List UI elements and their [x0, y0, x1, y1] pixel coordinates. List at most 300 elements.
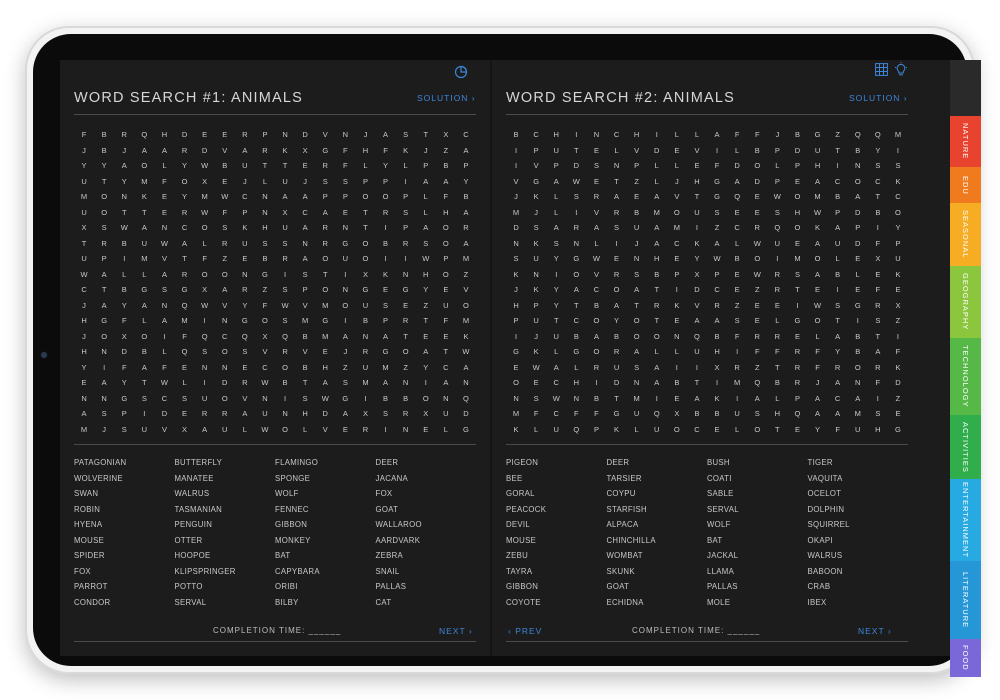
grid-letter[interactable]: N	[573, 393, 580, 403]
grid-letter[interactable]: U	[443, 300, 449, 310]
grid-letter[interactable]: K	[533, 285, 539, 294]
grid-letter[interactable]: B	[794, 130, 800, 139]
grid-letter[interactable]: U	[895, 254, 901, 263]
grid-letter[interactable]: B	[121, 285, 127, 294]
tab-nature[interactable]	[950, 116, 981, 167]
grid-letter[interactable]: W	[572, 176, 580, 186]
grid-letter[interactable]: K	[895, 269, 901, 279]
grid-letter[interactable]: U	[533, 254, 539, 263]
grid-letter[interactable]: I	[103, 362, 106, 372]
grid-letter[interactable]: F	[162, 362, 167, 372]
grid-letter[interactable]: C	[834, 393, 841, 403]
grid-letter[interactable]: R	[402, 238, 409, 248]
grid-letter[interactable]: A	[81, 409, 87, 418]
grid-letter[interactable]: O	[101, 331, 108, 341]
grid-letter[interactable]: Q	[201, 331, 208, 341]
grid-letter[interactable]: Q	[141, 130, 148, 139]
grid-letter[interactable]: S	[593, 161, 599, 170]
grid-letter[interactable]: A	[423, 176, 429, 186]
grid-letter[interactable]: O	[382, 192, 389, 201]
grid-letter[interactable]: G	[895, 424, 901, 434]
grid-letter[interactable]: O	[814, 254, 821, 263]
grid-letter[interactable]: R	[613, 269, 620, 279]
grid-letter[interactable]: R	[654, 300, 660, 310]
tab-technology[interactable]	[950, 338, 981, 415]
grid-letter[interactable]: P	[533, 300, 539, 310]
grid-letter[interactable]: U	[553, 145, 559, 155]
grid-letter[interactable]: M	[894, 130, 902, 139]
grid-letter[interactable]: A	[593, 223, 599, 232]
grid-letter[interactable]: N	[342, 285, 349, 294]
grid-letter[interactable]: F	[383, 145, 388, 155]
grid-letter[interactable]: O	[221, 269, 228, 279]
grid-letter[interactable]: T	[423, 316, 429, 325]
grid-letter[interactable]: F	[121, 362, 127, 372]
grid-letter[interactable]: E	[202, 130, 208, 139]
grid-letter[interactable]: A	[714, 130, 720, 139]
grid-letter[interactable]: A	[463, 145, 469, 155]
grid-letter[interactable]: V	[302, 300, 308, 310]
grid-letter[interactable]: R	[774, 269, 781, 279]
grid-letter[interactable]: R	[613, 207, 620, 217]
grid-letter[interactable]: J	[423, 145, 428, 155]
grid-letter[interactable]: X	[714, 362, 720, 372]
grid-letter[interactable]: S	[222, 223, 228, 232]
grid-letter[interactable]: E	[593, 176, 599, 186]
grid-letter[interactable]: X	[262, 331, 268, 341]
tab-edu[interactable]	[950, 167, 981, 203]
grid-letter[interactable]: V	[593, 269, 599, 279]
grid-letter[interactable]: L	[594, 238, 599, 248]
grid-letter[interactable]: B	[674, 378, 680, 387]
grid-letter[interactable]: A	[593, 331, 599, 341]
grid-letter[interactable]: D	[201, 145, 208, 155]
grid-letter[interactable]: E	[875, 269, 881, 279]
grid-letter[interactable]: W	[160, 238, 168, 248]
grid-letter[interactable]: C	[593, 285, 600, 294]
grid-icon[interactable]	[875, 63, 888, 76]
grid-letter[interactable]: R	[201, 409, 208, 418]
grid-letter[interactable]: K	[141, 192, 147, 201]
grid-letter[interactable]: I	[876, 393, 879, 403]
grid-letter[interactable]: A	[141, 362, 147, 372]
grid-letter[interactable]: Z	[754, 285, 760, 294]
grid-letter[interactable]: Q	[854, 130, 861, 139]
grid-letter[interactable]: P	[794, 161, 800, 170]
grid-letter[interactable]: I	[384, 223, 387, 232]
grid-letter[interactable]: B	[875, 207, 881, 217]
grid-letter[interactable]: M	[80, 192, 88, 201]
grid-letter[interactable]: W	[201, 300, 209, 310]
grid-letter[interactable]: U	[694, 207, 700, 217]
grid-letter[interactable]: Y	[182, 161, 188, 170]
grid-letter[interactable]: D	[161, 409, 168, 418]
grid-letter[interactable]: T	[634, 300, 639, 310]
grid-letter[interactable]: T	[694, 378, 700, 387]
grid-letter[interactable]: Y	[553, 254, 559, 263]
grid-letter[interactable]: N	[593, 130, 600, 139]
grid-letter[interactable]: W	[814, 207, 822, 217]
grid-letter[interactable]: A	[553, 176, 559, 186]
grid-letter[interactable]: S	[282, 285, 288, 294]
grid-letter[interactable]: B	[101, 145, 107, 155]
grid-letter[interactable]: C	[302, 207, 308, 217]
grid-letter[interactable]: T	[574, 300, 579, 310]
grid-letter[interactable]: O	[613, 285, 620, 294]
grid-letter[interactable]: A	[342, 331, 348, 341]
grid-letter[interactable]: R	[774, 331, 781, 341]
grid-letter[interactable]: R	[242, 378, 248, 387]
grid-letter[interactable]: B	[403, 393, 409, 403]
grid-letter[interactable]: O	[673, 207, 680, 217]
grid-letter[interactable]: B	[383, 238, 389, 248]
grid-letter[interactable]: G	[573, 347, 580, 356]
grid-letter[interactable]: H	[302, 409, 308, 418]
grid-letter[interactable]: Q	[794, 409, 801, 418]
grid-letter[interactable]: B	[654, 269, 660, 279]
grid-letter[interactable]: T	[775, 424, 780, 434]
grid-letter[interactable]: I	[716, 378, 719, 387]
grid-letter[interactable]: S	[875, 316, 881, 325]
grid-letter[interactable]: E	[855, 254, 861, 263]
timer-pie-icon[interactable]	[454, 65, 468, 79]
grid-letter[interactable]: A	[815, 238, 821, 248]
grid-letter[interactable]: U	[654, 424, 660, 434]
grid-letter[interactable]: A	[654, 362, 660, 372]
grid-letter[interactable]: E	[674, 254, 680, 263]
grid-letter[interactable]: Z	[835, 130, 840, 139]
grid-letter[interactable]: N	[402, 378, 409, 387]
grid-letter[interactable]: I	[876, 223, 879, 232]
grid-letter[interactable]: O	[593, 316, 600, 325]
grid-letter[interactable]: E	[614, 254, 620, 263]
grid-letter[interactable]: R	[222, 409, 228, 418]
grid-letter[interactable]: X	[443, 130, 449, 139]
grid-letter[interactable]: U	[553, 424, 559, 434]
grid-letter[interactable]: F	[574, 409, 579, 418]
grid-letter[interactable]: A	[242, 409, 248, 418]
grid-letter[interactable]: D	[322, 409, 328, 418]
grid-letter[interactable]: P	[855, 223, 861, 232]
grid-letter[interactable]: B	[573, 331, 579, 341]
grid-letter[interactable]: L	[443, 424, 448, 434]
grid-letter[interactable]: H	[81, 316, 87, 325]
grid-letter[interactable]: I	[515, 161, 518, 170]
grid-letter[interactable]: Z	[403, 362, 408, 372]
grid-letter[interactable]: E	[895, 409, 901, 418]
grid-letter[interactable]: Y	[875, 145, 881, 155]
grid-letter[interactable]: L	[534, 424, 539, 434]
grid-letter[interactable]: M	[653, 207, 660, 217]
grid-letter[interactable]: J	[82, 145, 86, 155]
grid-letter[interactable]: N	[101, 393, 107, 403]
grid-letter[interactable]: S	[553, 238, 559, 248]
grid-letter[interactable]: O	[282, 424, 288, 434]
grid-letter[interactable]: I	[203, 316, 206, 325]
grid-letter[interactable]: A	[222, 285, 228, 294]
grid-letter[interactable]: R	[463, 223, 469, 232]
grid-letter[interactable]: A	[383, 331, 389, 341]
grid-letter[interactable]: O	[362, 254, 369, 263]
grid-letter[interactable]: T	[574, 145, 579, 155]
grid-letter[interactable]: J	[343, 347, 348, 356]
grid-letter[interactable]: O	[573, 269, 580, 279]
grid-letter[interactable]: J	[514, 285, 518, 294]
grid-letter[interactable]: V	[222, 145, 228, 155]
grid-letter[interactable]: F	[815, 362, 820, 372]
grid-letter[interactable]: I	[675, 285, 678, 294]
grid-letter[interactable]: L	[654, 161, 659, 170]
grid-letter[interactable]: N	[633, 378, 640, 387]
grid-letter[interactable]: T	[795, 285, 800, 294]
grid-letter[interactable]: A	[815, 269, 821, 279]
grid-letter[interactable]: A	[553, 223, 559, 232]
grid-letter[interactable]: A	[654, 238, 660, 248]
grid-letter[interactable]: C	[573, 316, 580, 325]
grid-letter[interactable]: O	[794, 192, 801, 201]
grid-letter[interactable]: L	[403, 161, 408, 170]
grid-letter[interactable]: U	[81, 176, 87, 186]
grid-letter[interactable]: O	[513, 378, 519, 387]
grid-letter[interactable]: O	[442, 238, 449, 248]
grid-letter[interactable]: F	[443, 192, 449, 201]
grid-letter[interactable]: Q	[754, 378, 761, 387]
grid-letter[interactable]: U	[533, 316, 539, 325]
grid-letter[interactable]: Y	[423, 285, 429, 294]
solution-link[interactable]: SOLUTION ›	[417, 93, 476, 103]
grid-letter[interactable]: G	[794, 316, 801, 325]
grid-letter[interactable]: L	[162, 161, 167, 170]
grid-letter[interactable]: L	[735, 145, 740, 155]
grid-letter[interactable]: X	[302, 145, 308, 155]
grid-letter[interactable]: R	[875, 300, 881, 310]
grid-letter[interactable]: X	[875, 254, 881, 263]
grid-letter[interactable]: A	[815, 409, 821, 418]
grid-letter[interactable]: S	[262, 238, 268, 248]
grid-letter[interactable]: T	[121, 207, 127, 217]
grid-letter[interactable]: S	[302, 393, 308, 403]
grid-letter[interactable]: L	[614, 145, 619, 155]
grid-letter[interactable]: U	[222, 424, 228, 434]
grid-letter[interactable]: T	[694, 192, 700, 201]
grid-letter[interactable]: C	[533, 130, 539, 139]
grid-letter[interactable]: T	[282, 161, 288, 170]
grid-letter[interactable]: M	[80, 424, 88, 434]
grid-letter[interactable]: O	[101, 192, 108, 201]
grid-letter[interactable]: S	[533, 223, 539, 232]
grid-letter[interactable]: V	[674, 192, 680, 201]
grid-letter[interactable]: T	[654, 316, 660, 325]
grid-letter[interactable]: A	[101, 300, 107, 310]
grid-letter[interactable]: F	[754, 130, 760, 139]
grid-letter[interactable]: L	[554, 347, 559, 356]
grid-letter[interactable]: R	[101, 238, 107, 248]
grid-letter[interactable]: C	[613, 130, 620, 139]
grid-letter[interactable]: R	[875, 362, 881, 372]
grid-letter[interactable]: S	[875, 409, 881, 418]
grid-letter[interactable]: Q	[282, 331, 288, 341]
grid-letter[interactable]: H	[794, 207, 801, 217]
grid-letter[interactable]: V	[161, 424, 167, 434]
grid-letter[interactable]: V	[222, 300, 228, 310]
grid-letter[interactable]: I	[836, 285, 839, 294]
grid-letter[interactable]: L	[262, 176, 268, 186]
grid-letter[interactable]: B	[141, 347, 147, 356]
grid-letter[interactable]: O	[854, 362, 861, 372]
grid-letter[interactable]: E	[714, 424, 720, 434]
grid-letter[interactable]: O	[754, 254, 761, 263]
grid-letter[interactable]: F	[835, 424, 840, 434]
grid-letter[interactable]: A	[443, 378, 449, 387]
grid-letter[interactable]: B	[634, 207, 640, 217]
grid-letter[interactable]: U	[633, 223, 640, 232]
grid-letter[interactable]: B	[694, 409, 700, 418]
grid-letter[interactable]: Q	[463, 393, 469, 403]
grid-letter[interactable]: O	[633, 331, 640, 341]
grid-letter[interactable]: Y	[553, 285, 559, 294]
grid-letter[interactable]: T	[142, 207, 147, 217]
grid-letter[interactable]: O	[201, 223, 208, 232]
grid-letter[interactable]: H	[814, 161, 821, 170]
grid-letter[interactable]: A	[242, 145, 248, 155]
grid-letter[interactable]: J	[102, 424, 107, 434]
grid-letter[interactable]: V	[533, 161, 539, 170]
grid-letter[interactable]: Y	[81, 362, 87, 372]
grid-letter[interactable]: I	[575, 130, 578, 139]
grid-letter[interactable]: E	[513, 362, 519, 372]
grid-letter[interactable]: I	[404, 254, 407, 263]
grid-letter[interactable]: R	[573, 223, 580, 232]
grid-letter[interactable]: G	[714, 192, 720, 201]
grid-letter[interactable]: E	[403, 300, 409, 310]
grid-letter[interactable]: K	[282, 145, 288, 155]
grid-letter[interactable]: A	[101, 378, 107, 387]
grid-letter[interactable]: I	[384, 254, 387, 263]
grid-letter[interactable]: W	[201, 207, 209, 217]
grid-letter[interactable]: M	[141, 254, 148, 263]
grid-letter[interactable]: L	[423, 192, 428, 201]
grid-letter[interactable]: C	[262, 362, 268, 372]
grid-letter[interactable]: B	[222, 161, 228, 170]
grid-letter[interactable]: D	[222, 378, 228, 387]
next-link[interactable]: NEXT ›	[439, 626, 473, 636]
grid-letter[interactable]: W	[261, 378, 269, 387]
grid-letter[interactable]: N	[161, 300, 168, 310]
grid-letter[interactable]: V	[322, 130, 328, 139]
grid-letter[interactable]: S	[242, 347, 248, 356]
grid-letter[interactable]: I	[736, 393, 739, 403]
grid-letter[interactable]: T	[614, 176, 619, 186]
grid-letter[interactable]: N	[573, 238, 580, 248]
grid-letter[interactable]: L	[775, 393, 780, 403]
grid-letter[interactable]: O	[673, 424, 680, 434]
grid-letter[interactable]: Y	[614, 316, 620, 325]
grid-letter[interactable]: C	[242, 192, 248, 201]
grid-letter[interactable]: T	[875, 192, 881, 201]
grid-letter[interactable]: T	[403, 331, 408, 341]
grid-letter[interactable]: N	[302, 238, 308, 248]
grid-letter[interactable]: I	[203, 378, 206, 387]
grid-letter[interactable]: A	[141, 300, 147, 310]
grid-letter[interactable]: P	[383, 176, 389, 186]
grid-letter[interactable]: K	[895, 362, 901, 372]
grid-letter[interactable]: E	[734, 207, 740, 217]
grid-letter[interactable]: I	[796, 300, 799, 310]
grid-letter[interactable]: O	[282, 362, 288, 372]
grid-letter[interactable]: Y	[463, 176, 469, 186]
grid-letter[interactable]: S	[875, 161, 881, 170]
grid-letter[interactable]: M	[462, 254, 470, 263]
grid-letter[interactable]: E	[734, 285, 740, 294]
grid-letter[interactable]: O	[442, 269, 449, 279]
grid-letter[interactable]: A	[654, 378, 660, 387]
grid-letter[interactable]: G	[241, 316, 248, 325]
tab-seasonal[interactable]	[950, 203, 981, 266]
grid-letter[interactable]: W	[713, 254, 721, 263]
grid-letter[interactable]: P	[774, 145, 780, 155]
grid-letter[interactable]: F	[121, 316, 127, 325]
grid-letter[interactable]: L	[303, 424, 308, 434]
tab-literature[interactable]	[950, 561, 981, 639]
grid-letter[interactable]: U	[282, 223, 288, 232]
grid-letter[interactable]: U	[141, 238, 148, 248]
grid-letter[interactable]: B	[101, 130, 107, 139]
grid-letter[interactable]: V	[242, 393, 248, 403]
grid-letter[interactable]: U	[613, 362, 620, 372]
grid-letter[interactable]: I	[896, 331, 899, 341]
grid-letter[interactable]: H	[654, 254, 660, 263]
grid-letter[interactable]: E	[634, 192, 640, 201]
grid-letter[interactable]: E	[794, 238, 800, 248]
grid-letter[interactable]: W	[753, 269, 761, 279]
grid-letter[interactable]: I	[555, 269, 558, 279]
grid-letter[interactable]: E	[342, 207, 348, 217]
grid-letter[interactable]: U	[774, 238, 781, 248]
grid-letter[interactable]: O	[814, 316, 821, 325]
grid-letter[interactable]: Z	[343, 362, 348, 372]
grid-letter[interactable]: L	[634, 424, 639, 434]
grid-letter[interactable]: K	[533, 192, 539, 201]
grid-letter[interactable]: A	[121, 161, 127, 170]
grid-letter[interactable]: A	[282, 192, 288, 201]
grid-letter[interactable]: T	[302, 378, 308, 387]
grid-letter[interactable]: P	[262, 130, 268, 139]
grid-letter[interactable]: M	[362, 378, 369, 387]
grid-letter[interactable]: P	[794, 393, 800, 403]
grid-letter[interactable]: A	[573, 285, 579, 294]
grid-letter[interactable]: R	[774, 285, 781, 294]
grid-letter[interactable]: N	[513, 393, 519, 403]
grid-letter[interactable]: C	[222, 331, 228, 341]
grid-letter[interactable]: C	[463, 130, 469, 139]
grid-letter[interactable]: O	[322, 254, 329, 263]
grid-letter[interactable]: Q	[874, 130, 881, 139]
grid-letter[interactable]: T	[81, 238, 87, 248]
grid-letter[interactable]: R	[121, 130, 127, 139]
grid-letter[interactable]: P	[835, 207, 841, 217]
grid-letter[interactable]: A	[161, 316, 167, 325]
grid-letter[interactable]: I	[163, 331, 166, 341]
grid-letter[interactable]: A	[161, 269, 167, 279]
grid-letter[interactable]: A	[815, 393, 821, 403]
grid-letter[interactable]: U	[242, 161, 248, 170]
grid-letter[interactable]: D	[302, 130, 308, 139]
grid-letter[interactable]: E	[222, 130, 228, 139]
grid-letter[interactable]: B	[262, 254, 268, 263]
grid-letter[interactable]: J	[363, 130, 368, 139]
grid-letter[interactable]: L	[554, 207, 559, 217]
grid-letter[interactable]: L	[735, 238, 740, 248]
